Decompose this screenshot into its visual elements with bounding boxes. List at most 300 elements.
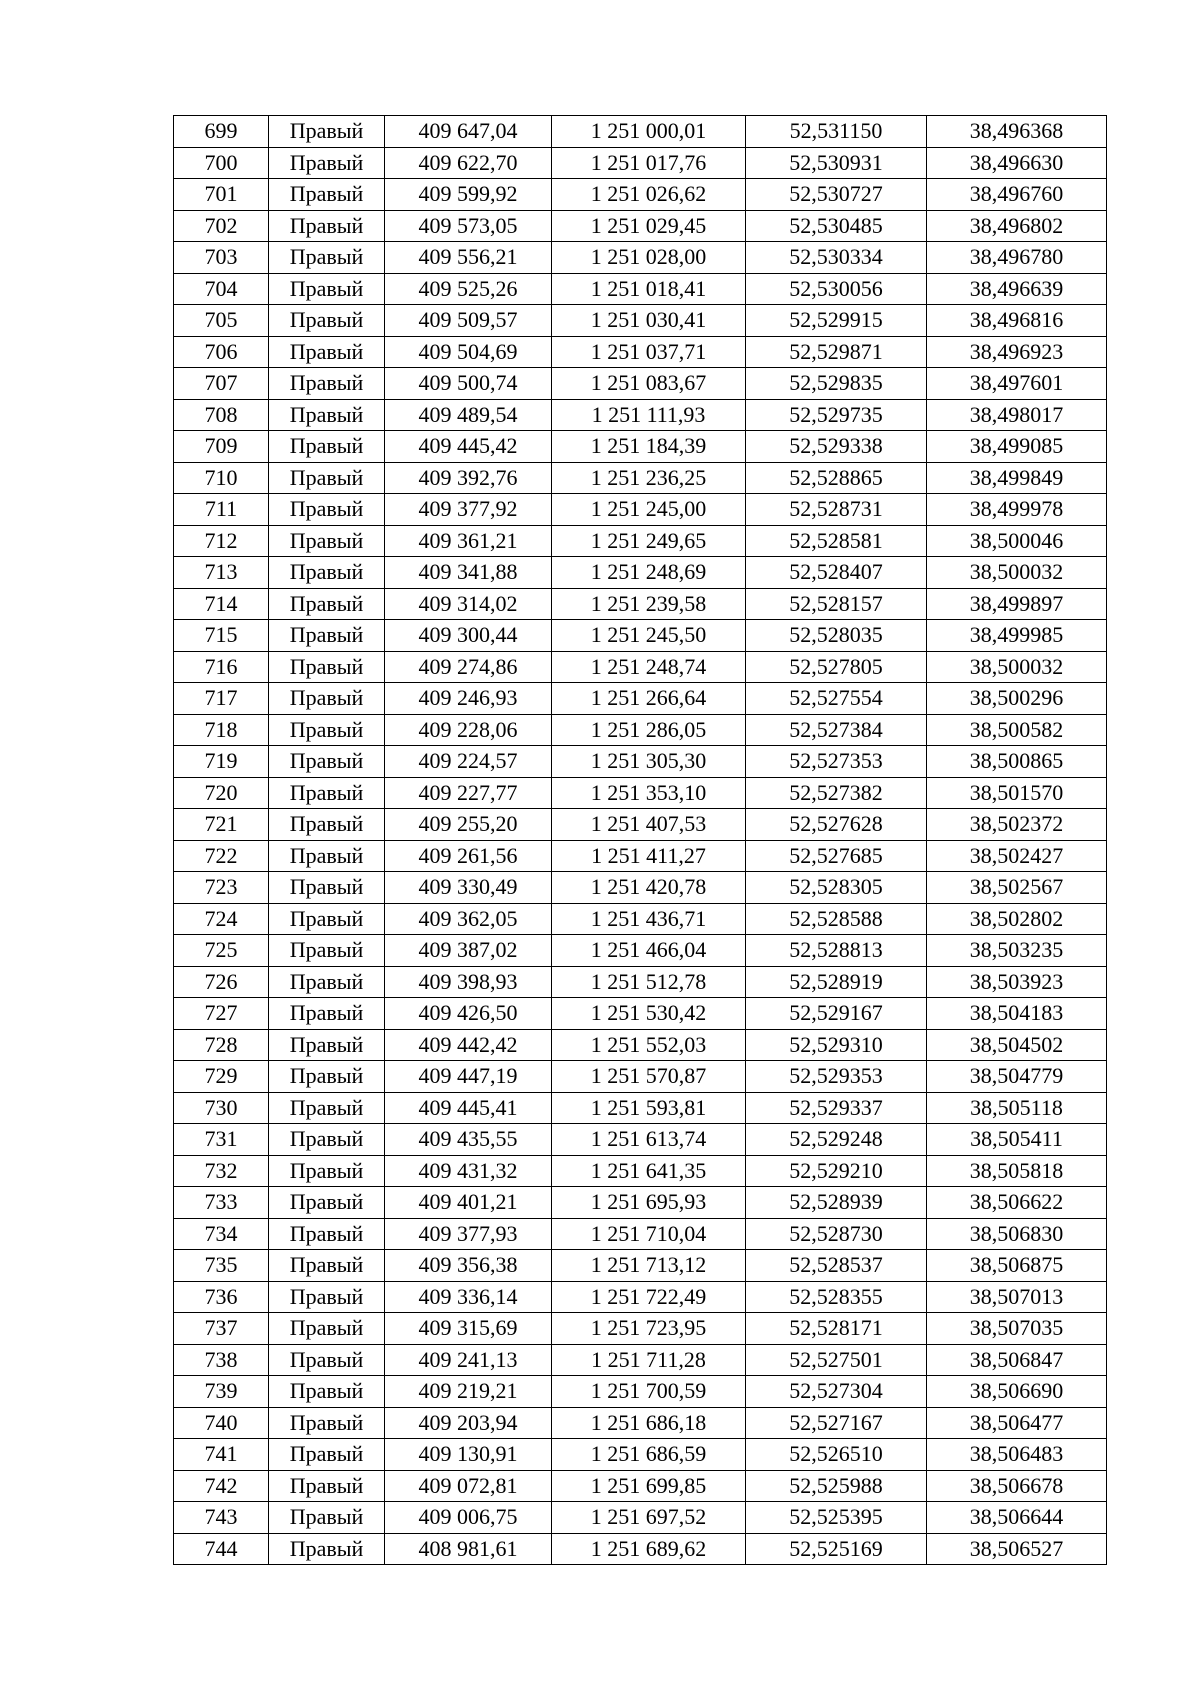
x-coordinate-cell: 409 392,76 [385, 462, 552, 494]
bank-side-cell: Правый [269, 935, 385, 967]
latitude-cell: 52,525169 [746, 1533, 927, 1565]
latitude-cell: 52,528305 [746, 872, 927, 904]
table-row [174, 557, 1107, 589]
x-coordinate-cell: 409 274,86 [385, 651, 552, 683]
table-row [174, 1376, 1107, 1408]
point-number-cell: 744 [174, 1533, 269, 1565]
latitude-cell: 52,528581 [746, 525, 927, 557]
table-row [174, 1533, 1107, 1565]
bank-side-cell: Правый [269, 399, 385, 431]
table-row [174, 903, 1107, 935]
latitude-cell: 52,528035 [746, 620, 927, 652]
x-coordinate-cell: 409 315,69 [385, 1313, 552, 1345]
latitude-cell: 52,529353 [746, 1061, 927, 1093]
point-number-cell: 730 [174, 1092, 269, 1124]
longitude-cell: 38,502427 [927, 840, 1107, 872]
longitude-cell: 38,506527 [927, 1533, 1107, 1565]
latitude-cell: 52,525395 [746, 1502, 927, 1534]
point-number-cell: 721 [174, 809, 269, 841]
x-coordinate-cell: 409 445,41 [385, 1092, 552, 1124]
table-row [174, 1092, 1107, 1124]
longitude-cell: 38,500046 [927, 525, 1107, 557]
latitude-cell: 52,529167 [746, 998, 927, 1030]
y-coordinate-cell: 1 251 239,58 [552, 588, 746, 620]
longitude-cell: 38,500296 [927, 683, 1107, 715]
y-coordinate-cell: 1 251 710,04 [552, 1218, 746, 1250]
y-coordinate-cell: 1 251 286,05 [552, 714, 746, 746]
longitude-cell: 38,496639 [927, 273, 1107, 305]
table-row [174, 683, 1107, 715]
x-coordinate-cell: 409 556,21 [385, 242, 552, 274]
point-number-cell: 732 [174, 1155, 269, 1187]
x-coordinate-cell: 409 431,32 [385, 1155, 552, 1187]
bank-side-cell: Правый [269, 1439, 385, 1471]
table-row [174, 1313, 1107, 1345]
point-number-cell: 737 [174, 1313, 269, 1345]
x-coordinate-cell: 409 246,93 [385, 683, 552, 715]
longitude-cell: 38,496630 [927, 147, 1107, 179]
point-number-cell: 725 [174, 935, 269, 967]
y-coordinate-cell: 1 251 613,74 [552, 1124, 746, 1156]
longitude-cell: 38,500582 [927, 714, 1107, 746]
table-row [174, 1502, 1107, 1534]
bank-side-cell: Правый [269, 1124, 385, 1156]
longitude-cell: 38,501570 [927, 777, 1107, 809]
bank-side-cell: Правый [269, 683, 385, 715]
x-coordinate-cell: 409 255,20 [385, 809, 552, 841]
bank-side-cell: Правый [269, 1407, 385, 1439]
point-number-cell: 708 [174, 399, 269, 431]
latitude-cell: 52,527304 [746, 1376, 927, 1408]
point-number-cell: 727 [174, 998, 269, 1030]
table-row [174, 525, 1107, 557]
y-coordinate-cell: 1 251 026,62 [552, 179, 746, 211]
longitude-cell: 38,506690 [927, 1376, 1107, 1408]
y-coordinate-cell: 1 251 697,52 [552, 1502, 746, 1534]
y-coordinate-cell: 1 251 722,49 [552, 1281, 746, 1313]
table-row [174, 399, 1107, 431]
table-row [174, 147, 1107, 179]
point-number-cell: 742 [174, 1470, 269, 1502]
x-coordinate-cell: 409 224,57 [385, 746, 552, 778]
point-number-cell: 700 [174, 147, 269, 179]
x-coordinate-cell: 409 300,44 [385, 620, 552, 652]
x-coordinate-cell: 409 387,02 [385, 935, 552, 967]
latitude-cell: 52,530727 [746, 179, 927, 211]
bank-side-cell: Правый [269, 242, 385, 274]
latitude-cell: 52,528731 [746, 494, 927, 526]
point-number-cell: 713 [174, 557, 269, 589]
y-coordinate-cell: 1 251 695,93 [552, 1187, 746, 1219]
x-coordinate-cell: 409 228,06 [385, 714, 552, 746]
table-row [174, 1124, 1107, 1156]
bank-side-cell: Правый [269, 1187, 385, 1219]
bank-side-cell: Правый [269, 305, 385, 337]
point-number-cell: 729 [174, 1061, 269, 1093]
point-number-cell: 722 [174, 840, 269, 872]
table-row [174, 1029, 1107, 1061]
y-coordinate-cell: 1 251 083,67 [552, 368, 746, 400]
longitude-cell: 38,507035 [927, 1313, 1107, 1345]
table-row [174, 1439, 1107, 1471]
y-coordinate-cell: 1 251 184,39 [552, 431, 746, 463]
point-number-cell: 711 [174, 494, 269, 526]
x-coordinate-cell: 409 377,92 [385, 494, 552, 526]
longitude-cell: 38,505818 [927, 1155, 1107, 1187]
x-coordinate-cell: 409 362,05 [385, 903, 552, 935]
y-coordinate-cell: 1 251 017,76 [552, 147, 746, 179]
y-coordinate-cell: 1 251 700,59 [552, 1376, 746, 1408]
latitude-cell: 52,529338 [746, 431, 927, 463]
y-coordinate-cell: 1 251 245,00 [552, 494, 746, 526]
table-row [174, 1407, 1107, 1439]
longitude-cell: 38,506678 [927, 1470, 1107, 1502]
latitude-cell: 52,531150 [746, 116, 927, 148]
latitude-cell: 52,529871 [746, 336, 927, 368]
latitude-cell: 52,527805 [746, 651, 927, 683]
longitude-cell: 38,506847 [927, 1344, 1107, 1376]
y-coordinate-cell: 1 251 641,35 [552, 1155, 746, 1187]
longitude-cell: 38,506830 [927, 1218, 1107, 1250]
latitude-cell: 52,528171 [746, 1313, 927, 1345]
bank-side-cell: Правый [269, 431, 385, 463]
y-coordinate-cell: 1 251 689,62 [552, 1533, 746, 1565]
y-coordinate-cell: 1 251 686,18 [552, 1407, 746, 1439]
bank-side-cell: Правый [269, 588, 385, 620]
point-number-cell: 723 [174, 872, 269, 904]
latitude-cell: 52,528588 [746, 903, 927, 935]
point-number-cell: 717 [174, 683, 269, 715]
table-row [174, 431, 1107, 463]
bank-side-cell: Правый [269, 1376, 385, 1408]
y-coordinate-cell: 1 251 552,03 [552, 1029, 746, 1061]
latitude-cell: 52,528407 [746, 557, 927, 589]
latitude-cell: 52,530334 [746, 242, 927, 274]
x-coordinate-cell: 409 130,91 [385, 1439, 552, 1471]
point-number-cell: 740 [174, 1407, 269, 1439]
bank-side-cell: Правый [269, 1313, 385, 1345]
bank-side-cell: Правый [269, 1061, 385, 1093]
longitude-cell: 38,496816 [927, 305, 1107, 337]
bank-side-cell: Правый [269, 998, 385, 1030]
latitude-cell: 52,526510 [746, 1439, 927, 1471]
table-row [174, 305, 1107, 337]
longitude-cell: 38,496368 [927, 116, 1107, 148]
y-coordinate-cell: 1 251 512,78 [552, 966, 746, 998]
point-number-cell: 706 [174, 336, 269, 368]
latitude-cell: 52,527167 [746, 1407, 927, 1439]
longitude-cell: 38,496760 [927, 179, 1107, 211]
bank-side-cell: Правый [269, 336, 385, 368]
longitude-cell: 38,504183 [927, 998, 1107, 1030]
longitude-cell: 38,505118 [927, 1092, 1107, 1124]
longitude-cell: 38,502567 [927, 872, 1107, 904]
y-coordinate-cell: 1 251 245,50 [552, 620, 746, 652]
table-row [174, 840, 1107, 872]
bank-side-cell: Правый [269, 273, 385, 305]
y-coordinate-cell: 1 251 723,95 [552, 1313, 746, 1345]
latitude-cell: 52,529337 [746, 1092, 927, 1124]
x-coordinate-cell: 409 573,05 [385, 210, 552, 242]
x-coordinate-cell: 409 426,50 [385, 998, 552, 1030]
table-row [174, 588, 1107, 620]
x-coordinate-cell: 409 435,55 [385, 1124, 552, 1156]
latitude-cell: 52,527382 [746, 777, 927, 809]
x-coordinate-cell: 409 489,54 [385, 399, 552, 431]
x-coordinate-cell: 409 219,21 [385, 1376, 552, 1408]
latitude-cell: 52,528865 [746, 462, 927, 494]
y-coordinate-cell: 1 251 407,53 [552, 809, 746, 841]
y-coordinate-cell: 1 251 686,59 [552, 1439, 746, 1471]
table-row [174, 242, 1107, 274]
point-number-cell: 733 [174, 1187, 269, 1219]
longitude-cell: 38,503235 [927, 935, 1107, 967]
y-coordinate-cell: 1 251 266,64 [552, 683, 746, 715]
longitude-cell: 38,506622 [927, 1187, 1107, 1219]
latitude-cell: 52,529915 [746, 305, 927, 337]
y-coordinate-cell: 1 251 037,71 [552, 336, 746, 368]
point-number-cell: 699 [174, 116, 269, 148]
point-number-cell: 741 [174, 1439, 269, 1471]
table-row [174, 116, 1107, 148]
latitude-cell: 52,527554 [746, 683, 927, 715]
longitude-cell: 38,499897 [927, 588, 1107, 620]
latitude-cell: 52,529835 [746, 368, 927, 400]
table-row [174, 1344, 1107, 1376]
longitude-cell: 38,499849 [927, 462, 1107, 494]
longitude-cell: 38,500032 [927, 651, 1107, 683]
longitude-cell: 38,499978 [927, 494, 1107, 526]
x-coordinate-cell: 409 401,21 [385, 1187, 552, 1219]
table-row [174, 966, 1107, 998]
point-number-cell: 709 [174, 431, 269, 463]
y-coordinate-cell: 1 251 030,41 [552, 305, 746, 337]
bank-side-cell: Правый [269, 1092, 385, 1124]
longitude-cell: 38,502372 [927, 809, 1107, 841]
point-number-cell: 715 [174, 620, 269, 652]
y-coordinate-cell: 1 251 466,04 [552, 935, 746, 967]
longitude-cell: 38,503923 [927, 966, 1107, 998]
table-row [174, 1155, 1107, 1187]
x-coordinate-cell: 409 445,42 [385, 431, 552, 463]
x-coordinate-cell: 409 500,74 [385, 368, 552, 400]
longitude-cell: 38,499085 [927, 431, 1107, 463]
bank-side-cell: Правый [269, 651, 385, 683]
y-coordinate-cell: 1 251 353,10 [552, 777, 746, 809]
latitude-cell: 52,529210 [746, 1155, 927, 1187]
table-row [174, 872, 1107, 904]
y-coordinate-cell: 1 251 029,45 [552, 210, 746, 242]
bank-side-cell: Правый [269, 147, 385, 179]
x-coordinate-cell: 409 336,14 [385, 1281, 552, 1313]
bank-side-cell: Правый [269, 1502, 385, 1534]
table-row [174, 494, 1107, 526]
coordinates-table-body [174, 116, 1107, 1565]
bank-side-cell: Правый [269, 368, 385, 400]
x-coordinate-cell: 409 525,26 [385, 273, 552, 305]
x-coordinate-cell: 409 203,94 [385, 1407, 552, 1439]
x-coordinate-cell: 409 227,77 [385, 777, 552, 809]
latitude-cell: 52,527685 [746, 840, 927, 872]
x-coordinate-cell: 409 377,93 [385, 1218, 552, 1250]
y-coordinate-cell: 1 251 699,85 [552, 1470, 746, 1502]
latitude-cell: 52,527628 [746, 809, 927, 841]
longitude-cell: 38,496923 [927, 336, 1107, 368]
bank-side-cell: Правый [269, 1533, 385, 1565]
latitude-cell: 52,528537 [746, 1250, 927, 1282]
y-coordinate-cell: 1 251 593,81 [552, 1092, 746, 1124]
x-coordinate-cell: 409 447,19 [385, 1061, 552, 1093]
point-number-cell: 707 [174, 368, 269, 400]
bank-side-cell: Правый [269, 116, 385, 148]
latitude-cell: 52,525988 [746, 1470, 927, 1502]
x-coordinate-cell: 409 241,13 [385, 1344, 552, 1376]
bank-side-cell: Правый [269, 1029, 385, 1061]
longitude-cell: 38,499985 [927, 620, 1107, 652]
y-coordinate-cell: 1 251 436,71 [552, 903, 746, 935]
y-coordinate-cell: 1 251 248,74 [552, 651, 746, 683]
point-number-cell: 726 [174, 966, 269, 998]
table-row [174, 179, 1107, 211]
x-coordinate-cell: 409 509,57 [385, 305, 552, 337]
latitude-cell: 52,530485 [746, 210, 927, 242]
bank-side-cell: Правый [269, 210, 385, 242]
latitude-cell: 52,527384 [746, 714, 927, 746]
point-number-cell: 724 [174, 903, 269, 935]
latitude-cell: 52,529248 [746, 1124, 927, 1156]
x-coordinate-cell: 409 398,93 [385, 966, 552, 998]
latitude-cell: 52,529735 [746, 399, 927, 431]
table-row [174, 1281, 1107, 1313]
longitude-cell: 38,506477 [927, 1407, 1107, 1439]
point-number-cell: 731 [174, 1124, 269, 1156]
point-number-cell: 728 [174, 1029, 269, 1061]
y-coordinate-cell: 1 251 000,01 [552, 116, 746, 148]
table-row [174, 998, 1107, 1030]
point-number-cell: 719 [174, 746, 269, 778]
point-number-cell: 704 [174, 273, 269, 305]
y-coordinate-cell: 1 251 249,65 [552, 525, 746, 557]
table-row [174, 935, 1107, 967]
bank-side-cell: Правый [269, 966, 385, 998]
bank-side-cell: Правый [269, 557, 385, 589]
table-row [174, 714, 1107, 746]
y-coordinate-cell: 1 251 305,30 [552, 746, 746, 778]
bank-side-cell: Правый [269, 462, 385, 494]
bank-side-cell: Правый [269, 903, 385, 935]
point-number-cell: 712 [174, 525, 269, 557]
longitude-cell: 38,497601 [927, 368, 1107, 400]
longitude-cell: 38,504779 [927, 1061, 1107, 1093]
y-coordinate-cell: 1 251 111,93 [552, 399, 746, 431]
longitude-cell: 38,496802 [927, 210, 1107, 242]
latitude-cell: 52,528919 [746, 966, 927, 998]
y-coordinate-cell: 1 251 028,00 [552, 242, 746, 274]
longitude-cell: 38,496780 [927, 242, 1107, 274]
y-coordinate-cell: 1 251 711,28 [552, 1344, 746, 1376]
latitude-cell: 52,527353 [746, 746, 927, 778]
bank-side-cell: Правый [269, 179, 385, 211]
point-number-cell: 743 [174, 1502, 269, 1534]
x-coordinate-cell: 409 647,04 [385, 116, 552, 148]
longitude-cell: 38,506644 [927, 1502, 1107, 1534]
bank-side-cell: Правый [269, 777, 385, 809]
y-coordinate-cell: 1 251 018,41 [552, 273, 746, 305]
bank-side-cell: Правый [269, 840, 385, 872]
table-row [174, 273, 1107, 305]
y-coordinate-cell: 1 251 420,78 [552, 872, 746, 904]
longitude-cell: 38,502802 [927, 903, 1107, 935]
bank-side-cell: Правый [269, 1250, 385, 1282]
latitude-cell: 52,528730 [746, 1218, 927, 1250]
longitude-cell: 38,498017 [927, 399, 1107, 431]
bank-side-cell: Правый [269, 494, 385, 526]
table-row [174, 1250, 1107, 1282]
bank-side-cell: Правый [269, 872, 385, 904]
y-coordinate-cell: 1 251 530,42 [552, 998, 746, 1030]
table-row [174, 777, 1107, 809]
point-number-cell: 739 [174, 1376, 269, 1408]
longitude-cell: 38,506875 [927, 1250, 1107, 1282]
table-row [174, 1187, 1107, 1219]
bank-side-cell: Правый [269, 1155, 385, 1187]
y-coordinate-cell: 1 251 248,69 [552, 557, 746, 589]
y-coordinate-cell: 1 251 570,87 [552, 1061, 746, 1093]
longitude-cell: 38,505411 [927, 1124, 1107, 1156]
point-number-cell: 720 [174, 777, 269, 809]
bank-side-cell: Правый [269, 1344, 385, 1376]
x-coordinate-cell: 409 622,70 [385, 147, 552, 179]
x-coordinate-cell: 409 504,69 [385, 336, 552, 368]
y-coordinate-cell: 1 251 713,12 [552, 1250, 746, 1282]
table-row [174, 1218, 1107, 1250]
point-number-cell: 703 [174, 242, 269, 274]
point-number-cell: 736 [174, 1281, 269, 1313]
latitude-cell: 52,528157 [746, 588, 927, 620]
point-number-cell: 714 [174, 588, 269, 620]
table-row [174, 746, 1107, 778]
table-row [174, 462, 1107, 494]
point-number-cell: 702 [174, 210, 269, 242]
latitude-cell: 52,527501 [746, 1344, 927, 1376]
x-coordinate-cell: 409 356,38 [385, 1250, 552, 1282]
point-number-cell: 701 [174, 179, 269, 211]
point-number-cell: 734 [174, 1218, 269, 1250]
y-coordinate-cell: 1 251 411,27 [552, 840, 746, 872]
bank-side-cell: Правый [269, 1281, 385, 1313]
x-coordinate-cell: 409 261,56 [385, 840, 552, 872]
table-row [174, 1061, 1107, 1093]
bank-side-cell: Правый [269, 1218, 385, 1250]
x-coordinate-cell: 409 314,02 [385, 588, 552, 620]
table-row [174, 620, 1107, 652]
longitude-cell: 38,500032 [927, 557, 1107, 589]
point-number-cell: 716 [174, 651, 269, 683]
table-row [174, 1470, 1107, 1502]
point-number-cell: 705 [174, 305, 269, 337]
bank-side-cell: Правый [269, 525, 385, 557]
longitude-cell: 38,507013 [927, 1281, 1107, 1313]
bank-side-cell: Правый [269, 746, 385, 778]
x-coordinate-cell: 409 341,88 [385, 557, 552, 589]
table-row [174, 336, 1107, 368]
bank-side-cell: Правый [269, 714, 385, 746]
point-number-cell: 718 [174, 714, 269, 746]
table-row [174, 210, 1107, 242]
x-coordinate-cell: 408 981,61 [385, 1533, 552, 1565]
y-coordinate-cell: 1 251 236,25 [552, 462, 746, 494]
point-number-cell: 738 [174, 1344, 269, 1376]
